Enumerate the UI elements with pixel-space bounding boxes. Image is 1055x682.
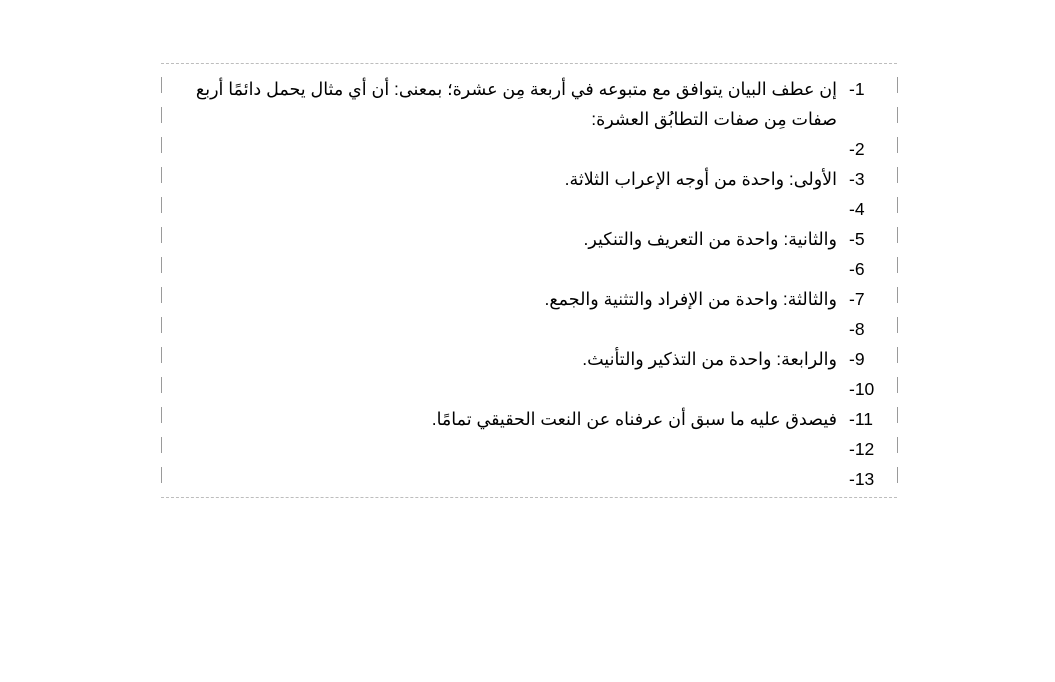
line-number: -12 [849,439,875,459]
bottom-dashed-border [161,497,897,498]
line-number: -11 [849,409,873,429]
numbered-line [169,434,885,464]
line-number: -1 [849,79,865,99]
line-text: والثالثة: واحدة من الإفراد والتثنية والجمع. [544,289,837,309]
line-number: -2 [849,139,865,159]
line-number: -3 [849,169,865,189]
numbered-line [169,74,885,134]
numbered-line [169,374,885,404]
line-text: فيصدق عليه ما سبق أن عرفناه عن النعت الحقيقي تمامًا. [431,409,837,429]
numbered-line [169,404,885,434]
document-frame [161,63,897,498]
line-text: والرابعة: واحدة من التذكير والتأنيث. [582,349,837,369]
numbered-line-list [169,74,885,494]
line-text: والثانية: واحدة من التعريف والتنكير. [583,229,837,249]
line-text: الأولى: واحدة من أوجه الإعراب الثلاثة. [564,169,837,189]
numbered-line [169,344,885,374]
numbered-line [169,254,885,284]
line-number: -7 [849,289,865,309]
line-number: -6 [849,259,865,279]
line-number: -10 [849,379,875,399]
line-number: -13 [849,469,875,489]
numbered-line [169,314,885,344]
line-number: -5 [849,229,865,249]
numbered-line [169,194,885,224]
numbered-line [169,464,885,494]
line-number: -4 [849,199,865,219]
top-dashed-border [161,63,897,64]
numbered-line [169,284,885,314]
numbered-line [169,134,885,164]
numbered-line [169,164,885,194]
line-number: -9 [849,349,865,369]
line-text: إن عطف البيان يتوافق مع متبوعه في أربعة مِن عشرة؛ بمعنى: أن أي مثال يحمل دائمًا أربع صفات مِن صفات التطابُق العشرة: [195,79,837,129]
numbered-line [169,224,885,254]
line-number: -8 [849,319,865,339]
